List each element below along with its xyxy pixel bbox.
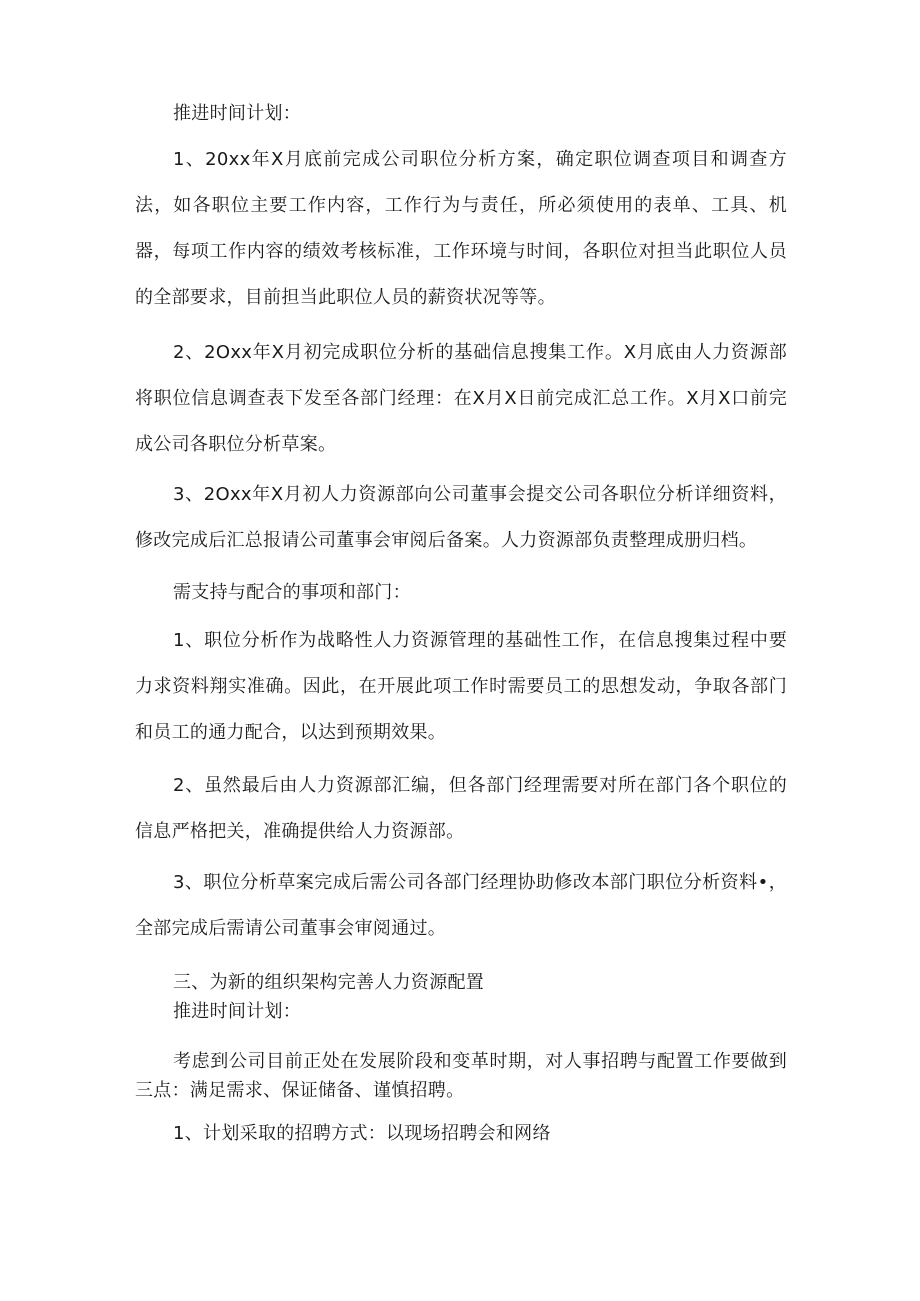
paragraph-schedule-heading-2: 推进时间计划： <box>173 1001 302 1022</box>
paragraph-recruitment-intro: 考虑到公司目前正处在发展阶段和变革时期，对人事招聘与配置工作要做到三点：满足需求、保证储备、谨慎招聘。 <box>135 1051 787 1101</box>
section-heading-three: 三、为新的组织架构完善人力资源配置 <box>173 972 485 993</box>
paragraph-support-2: 2、虽然最后由人力资源部汇编，但各部门经理需要对所在部门各个职位的信息严格把关，准确提供给人力资源部。 <box>135 775 787 842</box>
paragraph-support-heading: 需支持与配合的事项和部门： <box>173 582 411 603</box>
paragraph-item-1: 1、20xx年X月底前完成公司职位分析方案，确定职位调查项目和调查方法，如各职位主要工作内容，工作行为与责任，所必须使用的表单、工具、机器，每项工作内容的绩效考核标准，工作环境与时间，各职位对担当此职位人员的全部要求，目前担当此职位人员的薪资状况等等。 <box>135 149 787 308</box>
paragraph-recruitment-1: 1、计划采取的招聘方式：以现场招聘会和网络 <box>173 1123 551 1144</box>
paragraph-schedule-heading: 推进时间计划： <box>173 103 302 124</box>
paragraph-support-1: 1、职位分析作为战略性人力资源管理的基础性工作，在信息搜集过程中要力求资料翔实准确。因此，在开展此项工作时需要员工的思想发动，争取各部门和员工的通力配合，以达到预期效果。 <box>135 630 787 743</box>
paragraph-item-3: 3、2Oxx年X月初人力资源部向公司董事会提交公司各职位分析详细资料，修改完成后汇总报请公司董事会审阅后备案。人力资源部负责整理成册归档。 <box>135 484 787 551</box>
paragraph-support-3: 3、职位分析草案完成后需公司各部门经理协助修改本部门职位分析资料•，全部完成后需请公司董事会审阅通过。 <box>135 872 787 939</box>
paragraph-item-2: 2、2Oxx年X月初完成职位分析的基础信息搜集工作。X月底由人力资源部将职位信息调查表下发至各部门经理：在X月X日前完成汇总工作。X月X口前完成公司各职位分析草案。 <box>135 342 787 455</box>
